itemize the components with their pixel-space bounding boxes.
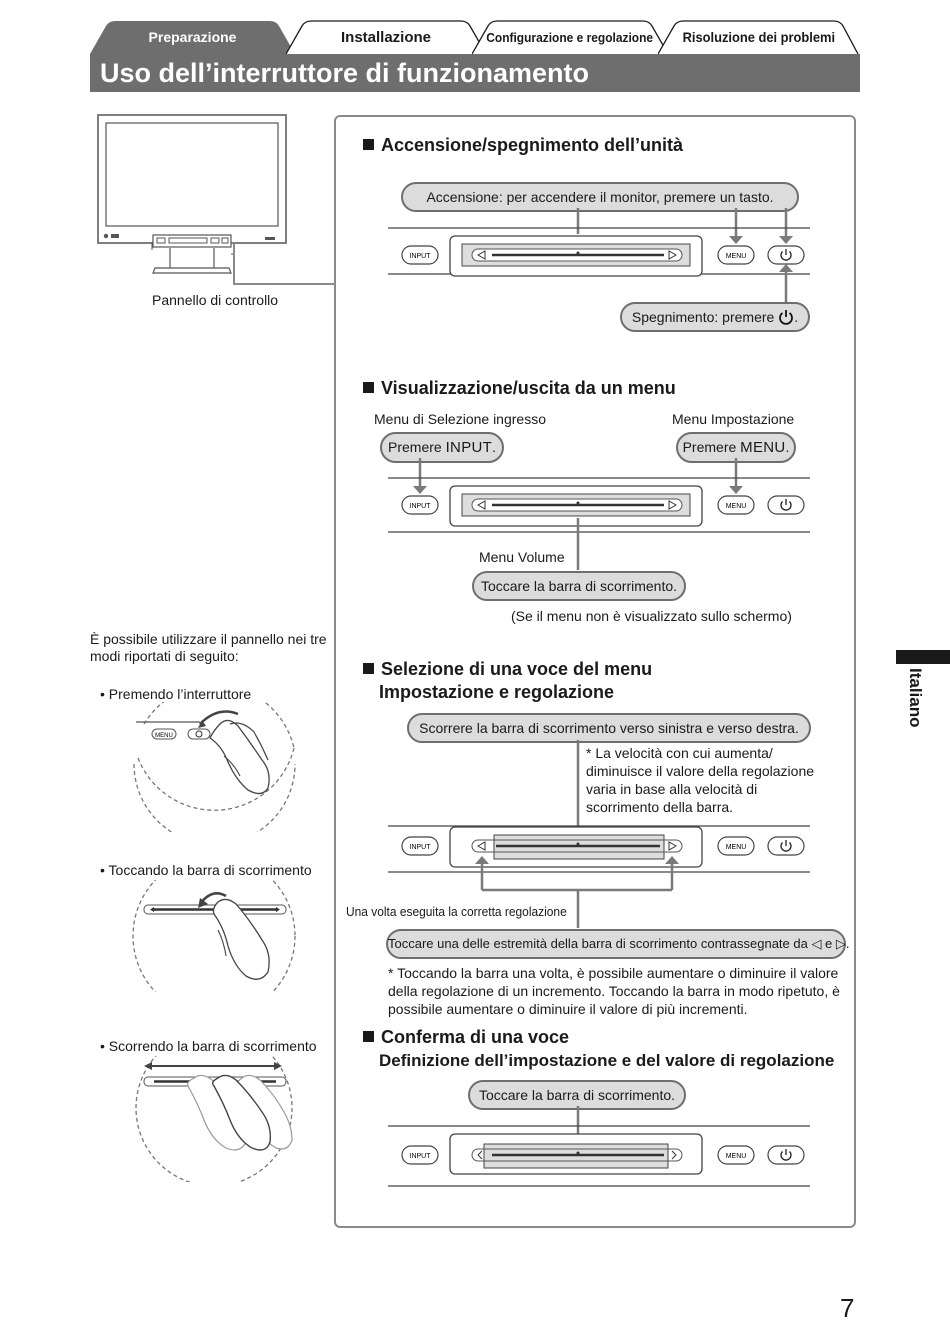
control-panel-diagram-2	[384, 458, 814, 570]
volume-menu-label: Menu Volume	[479, 549, 565, 565]
confirm-touch-callout: Toccare la barra di scorrimento.	[468, 1080, 686, 1110]
tab-risoluzione[interactable]	[658, 20, 860, 54]
tab-installazione[interactable]	[286, 20, 486, 54]
tab-preparazione[interactable]	[90, 20, 295, 54]
section-confirm-heading	[363, 1026, 834, 1072]
section-confirm-title: Conferma di una voce	[381, 1027, 570, 1047]
press-switch-illustration	[130, 702, 302, 832]
section-tabs	[90, 20, 860, 54]
power-off-text: Spegnimento: premere	[631, 309, 775, 325]
input-key-text: INPUT	[445, 439, 493, 456]
menu-key-label: MENU	[725, 844, 747, 851]
mode-slide-label: • Scorrendo la barra di scorrimento	[100, 1038, 317, 1054]
page-number: 7	[840, 1293, 855, 1323]
tab-label: Installazione	[340, 28, 432, 46]
control-panel-diagram-3	[384, 740, 814, 930]
settings-menu-label: Menu Impostazione	[672, 411, 795, 427]
slide-callout: Scorrere la barra di scorrimento verso sinistra e verso destra.	[407, 713, 811, 743]
input-menu-label: Menu di Selezione ingresso	[374, 411, 546, 427]
section-confirm-subtitle: Definizione dell’impostazione e del valore di regolazione	[379, 1051, 835, 1070]
control-panel-diagram-1	[384, 208, 814, 308]
section-select-subtitle: Impostazione e regolazione	[379, 682, 615, 702]
menu-key-label: MENU	[725, 253, 747, 260]
press-input-callout: Premere INPUT.	[380, 432, 504, 463]
tab-label: Configurazione e regolazione	[486, 29, 654, 45]
modes-intro: È possibile utilizzare il pannello nei tre modi riportati di seguito:	[90, 631, 327, 664]
mode-touch-label: • Toccando la barra di scorrimento	[100, 862, 312, 878]
slide-bar-illustration	[128, 1056, 300, 1182]
input-key-label: INPUT	[409, 253, 431, 260]
tab-label: Risoluzione dei problemi	[682, 29, 836, 45]
power-off-callout: Spegnimento: premere .	[620, 302, 810, 332]
mode-press-label: • Premendo l’interruttore	[100, 686, 252, 702]
control-panel-caption: Pannello di controllo	[152, 292, 279, 308]
section-power-title: Accensione/spegnimento dell’unità	[381, 135, 684, 155]
touch-bar-illustration	[128, 880, 300, 992]
volume-touch-callout: Toccare la barra di scorrimento.	[472, 571, 686, 601]
control-panel-diagram-4	[384, 1106, 814, 1192]
language-tab	[903, 668, 927, 748]
press-text: Premere	[682, 439, 737, 455]
speed-note: * La velocità con cui aumenta/ diminuisce il valore della regolazione varia in base alla velocità di scorrimento della barra.	[586, 745, 815, 815]
menu-key-label: MENU	[725, 1153, 747, 1160]
tab-label: Preparazione	[148, 29, 237, 45]
section-select-heading	[363, 658, 652, 704]
section-power-heading	[363, 134, 683, 157]
power-icon	[778, 309, 794, 325]
menu-key-label: MENU	[155, 733, 173, 739]
touch-ends-callout: Toccare una delle estremità della barra di scorrimento contrassegnate da ◁ e ▷.	[386, 929, 846, 959]
input-key-label: INPUT	[409, 1153, 431, 1160]
power-on-callout: Accensione: per accendere il monitor, premere un tasto.	[401, 182, 799, 212]
section-menu-title: Visualizzazione/uscita da un menu	[381, 378, 676, 398]
section-menu-heading	[363, 377, 676, 400]
tab-configurazione[interactable]	[472, 20, 668, 54]
touch-note: * Toccando la barra una volta, è possibile aumentare o diminuire il valore della regolazione di un incremento. Toccando la barra in modo ripetuto, è possibile aumentare o diminuire il valore di più incrementi.	[388, 965, 840, 1017]
monitor-illustration	[95, 112, 345, 292]
language-label: Italiano	[906, 668, 925, 728]
menu-key-label: MENU	[725, 503, 747, 510]
page-title: Uso dell’interruttore di funzionamento	[90, 54, 860, 92]
input-key-label: INPUT	[409, 844, 431, 851]
volume-note: (Se il menu non è visualizzato sullo schermo)	[511, 608, 792, 624]
language-tab-bar	[896, 650, 950, 664]
press-text: Premere	[388, 439, 442, 455]
press-menu-callout: Premere MENU.	[676, 432, 796, 463]
after-adjust-label: Una volta eseguita la corretta regolazione	[346, 904, 567, 919]
input-key-label: INPUT	[409, 503, 431, 510]
menu-key-text: MENU	[740, 439, 786, 456]
section-select-title: Selezione di una voce del menu	[381, 659, 653, 679]
